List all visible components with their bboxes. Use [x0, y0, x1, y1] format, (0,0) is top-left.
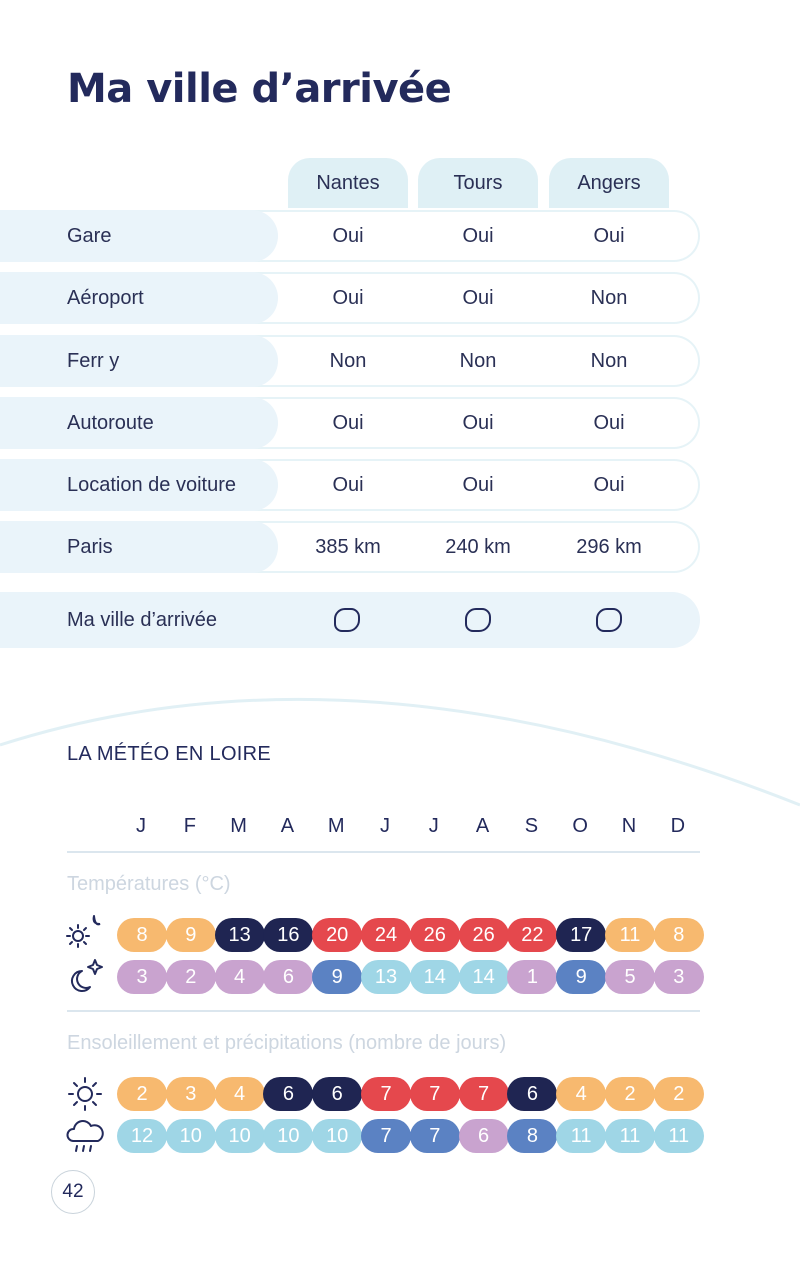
value-pill: 7 — [410, 1119, 460, 1153]
column-header-nantes: Nantes — [288, 158, 408, 208]
value-pill: 4 — [215, 960, 265, 994]
weather-section-title: LA MÉTÉO EN LOIRE — [67, 743, 272, 765]
value-pill: 10 — [215, 1119, 265, 1153]
month-label: J — [380, 815, 390, 837]
table-row — [0, 272, 700, 324]
table-cell: Oui — [332, 474, 364, 496]
value-pill: 6 — [263, 960, 313, 994]
month-label: S — [524, 815, 539, 837]
value-pill: 13 — [361, 960, 411, 994]
table-cell: 296 km — [576, 536, 642, 558]
checkbox-tours[interactable] — [465, 608, 491, 632]
divider — [67, 851, 700, 853]
value-pill: 7 — [459, 1077, 509, 1111]
divider — [67, 1010, 700, 1012]
value-pill: 10 — [166, 1119, 216, 1153]
month-label: N — [621, 815, 637, 837]
month-label: M — [327, 815, 345, 837]
value-pill: 3 — [166, 1077, 216, 1111]
value-pill: 17 — [556, 918, 606, 952]
table-row — [0, 459, 700, 511]
month-label: O — [572, 815, 588, 837]
value-pill: 7 — [361, 1119, 411, 1153]
value-pill: 2 — [117, 1077, 167, 1111]
value-pill: 2 — [654, 1077, 704, 1111]
value-pill: 4 — [556, 1077, 606, 1111]
value-pill: 22 — [507, 918, 557, 952]
row-label: Aéroport — [67, 287, 144, 309]
value-pill: 5 — [605, 960, 655, 994]
value-pill: 11 — [605, 918, 655, 952]
table-cell: Non — [329, 350, 367, 372]
table-cell: Oui — [462, 474, 494, 496]
choice-row-label: Ma ville d’arrivée — [67, 609, 218, 631]
temperatures-label: Températures (°C) — [67, 873, 231, 895]
row-label: Location de voiture — [67, 474, 237, 496]
value-pill: 14 — [459, 960, 509, 994]
month-label: F — [183, 815, 196, 837]
choice-row — [0, 592, 700, 644]
value-pill: 20 — [312, 918, 362, 952]
sun-icon — [64, 1074, 106, 1114]
value-pill: 3 — [654, 960, 704, 994]
table-row — [0, 210, 700, 262]
month-label: J — [136, 815, 146, 837]
column-header-tours: Tours — [418, 158, 538, 208]
value-pill: 26 — [459, 918, 509, 952]
value-pill: 24 — [361, 918, 411, 952]
table-cell: Oui — [462, 225, 494, 247]
month-label: J — [428, 815, 439, 837]
month-label: A — [280, 815, 295, 837]
table-cell: Oui — [462, 412, 494, 434]
value-pill: 4 — [215, 1077, 265, 1111]
sun-moon-icon — [64, 912, 106, 952]
value-pill: 8 — [507, 1119, 557, 1153]
table-cell: Oui — [462, 287, 494, 309]
table-cell: 240 km — [445, 536, 511, 558]
table-cell: Non — [590, 287, 628, 309]
value-pill: 11 — [556, 1119, 606, 1153]
checkbox-angers[interactable] — [596, 608, 622, 632]
value-pill: 7 — [410, 1077, 460, 1111]
value-pill: 10 — [263, 1119, 313, 1153]
value-pill: 16 — [263, 918, 313, 952]
value-pill: 26 — [410, 918, 460, 952]
value-pill: 11 — [654, 1119, 704, 1153]
table-cell: Oui — [332, 225, 364, 247]
page-title: Ma ville d’arrivée — [67, 66, 452, 112]
row-label: Paris — [67, 536, 113, 558]
table-row — [0, 521, 700, 573]
value-pill: 14 — [410, 960, 460, 994]
moon-stars-icon — [64, 957, 106, 997]
value-pill: 3 — [117, 960, 167, 994]
value-pill: 8 — [117, 918, 167, 952]
month-label: M — [230, 815, 247, 837]
table-cell: Oui — [593, 225, 625, 247]
table-cell: Non — [459, 350, 497, 372]
checkbox-nantes[interactable] — [334, 608, 360, 632]
value-pill: 9 — [312, 960, 362, 994]
value-pill: 2 — [605, 1077, 655, 1111]
row-label: Ferr y — [67, 350, 120, 372]
value-pill: 13 — [215, 918, 265, 952]
table-cell: Oui — [593, 412, 625, 434]
value-pill: 11 — [605, 1119, 655, 1153]
table-cell: Oui — [332, 412, 364, 434]
value-pill: 6 — [507, 1077, 557, 1111]
sun-rain-label: Ensoleillement et précipitations (nombre de jours) — [67, 1032, 507, 1054]
value-pill: 10 — [312, 1119, 362, 1153]
column-header-angers: Angers — [549, 158, 669, 208]
value-pill: 6 — [312, 1077, 362, 1111]
row-label: Gare — [67, 225, 112, 247]
page-number: 42 — [51, 1170, 95, 1214]
table-row — [0, 397, 700, 449]
value-pill: 8 — [654, 918, 704, 952]
value-pill: 9 — [556, 960, 606, 994]
table-row — [0, 335, 700, 387]
table-cell: Oui — [593, 474, 625, 496]
value-pill: 2 — [166, 960, 216, 994]
value-pill: 12 — [117, 1119, 167, 1153]
table-cell: 385 km — [315, 536, 381, 558]
value-pill: 6 — [459, 1119, 509, 1153]
rain-cloud-icon — [64, 1117, 106, 1157]
value-pill: 7 — [361, 1077, 411, 1111]
month-label: D — [670, 815, 686, 837]
value-pill: 1 — [507, 960, 557, 994]
table-cell: Oui — [332, 287, 364, 309]
value-pill: 6 — [263, 1077, 313, 1111]
table-cell: Non — [590, 350, 628, 372]
value-pill: 9 — [166, 918, 216, 952]
month-label: A — [475, 815, 490, 837]
row-label: Autoroute — [67, 412, 154, 434]
